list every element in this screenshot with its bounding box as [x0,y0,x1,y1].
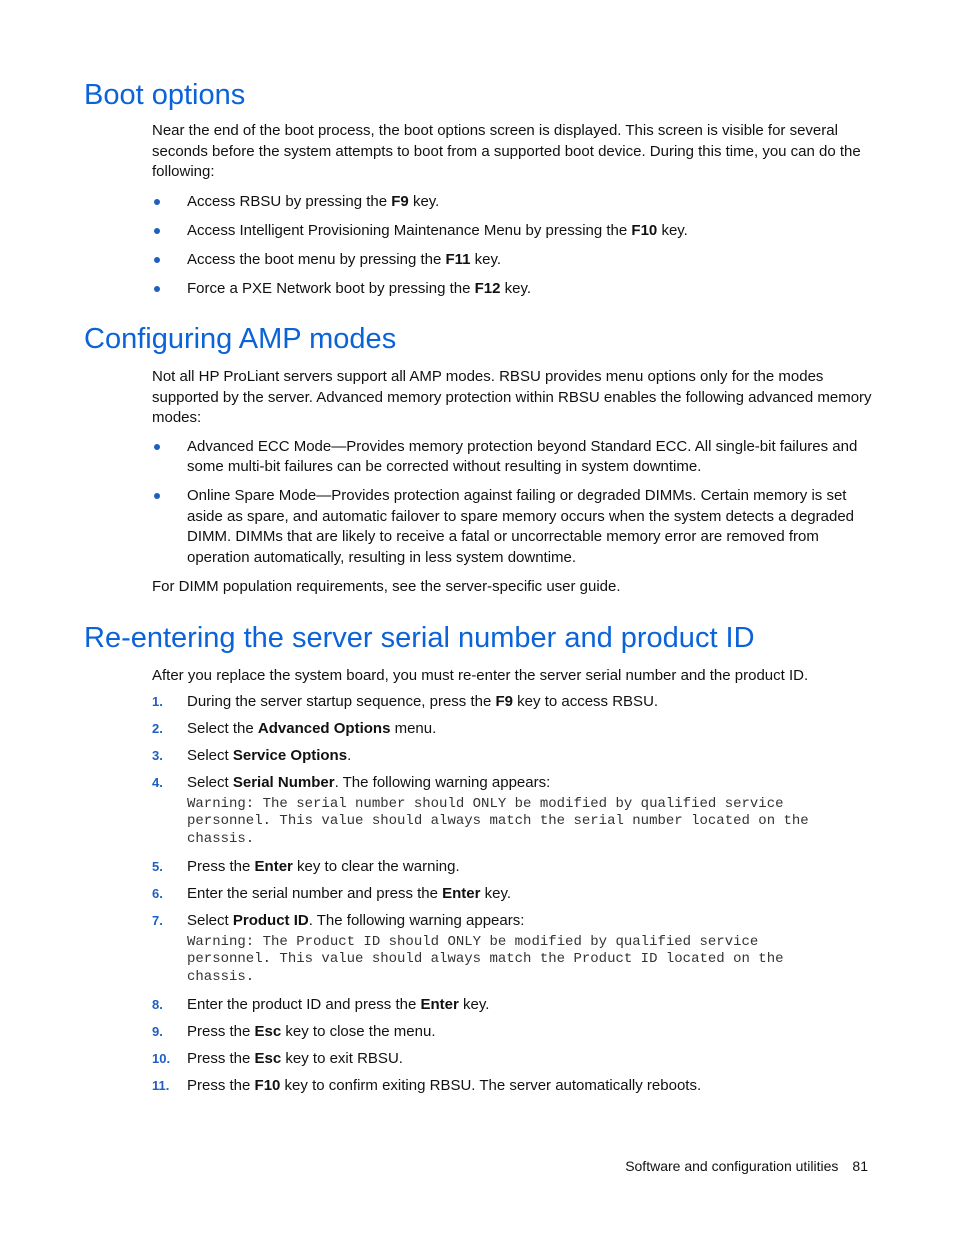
warning-serial-number: Warning: The serial number should ONLY be modified by qualified service personnel. This value should always match the serial number located on the chassis. [187,795,809,847]
amp-modes-body [152,367,872,598]
step-text: Select [187,912,233,929]
bullet-icon [154,444,160,450]
item-text: Access the boot menu by pressing the [187,250,446,268]
step-item [152,995,872,1016]
step-item [152,857,872,878]
item-text: key. [470,250,502,268]
list-item [152,437,872,478]
key-name: Advanced Options [257,720,391,737]
list-item [152,221,872,242]
key-name: Product ID [232,912,309,929]
key-name: Esc [254,1050,282,1067]
step-text: Press the [187,1023,255,1040]
item-text: key. [500,279,532,297]
step-text: During the server startup sequence, press the [187,693,496,710]
item-text: Force a PXE Network boot by pressing the [187,279,475,297]
step-number: 11. [152,1078,170,1093]
key-name: Enter [442,885,481,902]
step-text: . The following warning appears: [334,774,551,791]
key-name: F9 [391,192,409,210]
step-item [152,1049,872,1070]
step-text: key to confirm exiting RBSU. The server automatically reboots. [280,1077,702,1094]
step-text: Press the [187,1050,255,1067]
step-text: menu. [390,720,437,737]
item-text: key. [408,192,440,210]
bullet-icon [154,199,160,205]
step-item [152,1022,872,1043]
boot-options-list [152,192,872,300]
step-item [152,692,872,713]
key-name: F12 [474,279,501,297]
boot-options-intro: Near the end of the boot process, the boot options screen is displayed. This screen is visible for several seconds before the system attempts to boot from a supported boot device. During this time, you can do the following: [152,122,861,180]
amp-modes-outro: For DIMM population requirements, see the server-specific user guide. [152,578,621,595]
heading-boot-options: Boot options [84,79,246,111]
step-item [152,1076,872,1097]
bullet-icon [154,257,160,263]
step-text: Select [187,774,233,791]
key-name: Enter [420,996,459,1013]
step-text: key to clear the warning. [292,858,460,875]
page-footer [625,1158,868,1174]
step-number: 9. [152,1024,163,1039]
warning-block [152,796,872,849]
item-text: Online Spare Mode—Provides protection against failing or degraded DIMMs. Certain memory is set aside as spare, and automatic failover to spare memory occurs when the system detects a degraded DIMM. DIMMs that are likely to receive a fatal or uncorrectable memory error are removed from operation automatically, resulting in less system downtime. [187,487,855,566]
warning-product-id: Warning: The Product ID should ONLY be modified by qualified service personnel. This value should always match the Product ID located on the chassis. [187,933,784,985]
step-item [152,773,872,794]
step-number: 5. [152,859,163,874]
step-item [152,884,872,905]
heading-re-entering-serial-number: Re-entering the server serial number and product ID [84,622,755,654]
step-item [152,746,872,767]
amp-modes-intro: Not all HP ProLiant servers support all AMP modes. RBSU provides menu options only for the modes supported by the server. Advanced memory protection within RBSU enables the following advanced memory modes: [152,368,872,426]
bullet-icon [154,286,160,292]
step-item [152,911,872,932]
key-name: Service Options [232,747,348,764]
step-text: key. [458,996,490,1013]
warning-block [152,934,872,987]
step-text: Select [187,747,233,764]
boot-options-body [152,121,872,299]
heading-configuring-amp-modes: Configuring AMP modes [84,323,397,355]
item-text: Access RBSU by pressing the [187,192,392,210]
step-text: key to exit RBSU. [281,1050,403,1067]
step-text: Enter the product ID and press the [187,996,421,1013]
footer-section-title: Software and configuration utilities [625,1158,839,1174]
key-name: F10 [254,1077,281,1094]
bullet-icon [154,493,160,499]
step-text: Select the [187,720,258,737]
key-name: F9 [495,693,514,710]
step-number: 10. [152,1051,171,1066]
step-number: 4. [152,775,163,790]
step-text: . The following warning appears: [308,912,525,929]
step-text: Press the [187,1077,255,1094]
step-text: Press the [187,858,255,875]
amp-modes-list [152,437,872,569]
key-name: F10 [631,221,658,239]
re-entering-steps [152,692,872,1097]
step-text: key to close the menu. [281,1023,436,1040]
item-text: key. [657,221,688,239]
key-name: Esc [254,1023,282,1040]
step-text: Enter the serial number and press the [187,885,443,902]
step-item [152,719,872,740]
key-name: Enter [254,858,293,875]
key-name: F11 [445,250,471,268]
bullet-icon [154,228,160,234]
item-text: Access Intelligent Provisioning Maintenance Menu by pressing the [187,221,632,239]
list-item [152,486,872,568]
list-item [152,192,872,213]
list-item [152,250,872,271]
re-entering-body [152,666,872,1097]
step-number: 6. [152,886,163,901]
step-number: 3. [152,748,163,763]
key-name: Serial Number [232,774,335,791]
step-text: . [347,747,352,764]
re-entering-intro: After you replace the system board, you must re-enter the server serial number and the product ID. [152,667,809,684]
step-text: key to access RBSU. [513,693,659,710]
list-item [152,279,872,300]
step-number: 7. [152,913,163,928]
step-text: key. [480,885,512,902]
page-number: 81 [852,1158,868,1174]
step-number: 2. [152,721,163,736]
step-number: 1. [152,694,163,709]
item-text: Advanced ECC Mode—Provides memory protection beyond Standard ECC. All single-bit failures and some multi-bit failures can be corrected without resulting in system downtime. [187,437,858,475]
step-number: 8. [152,997,163,1012]
